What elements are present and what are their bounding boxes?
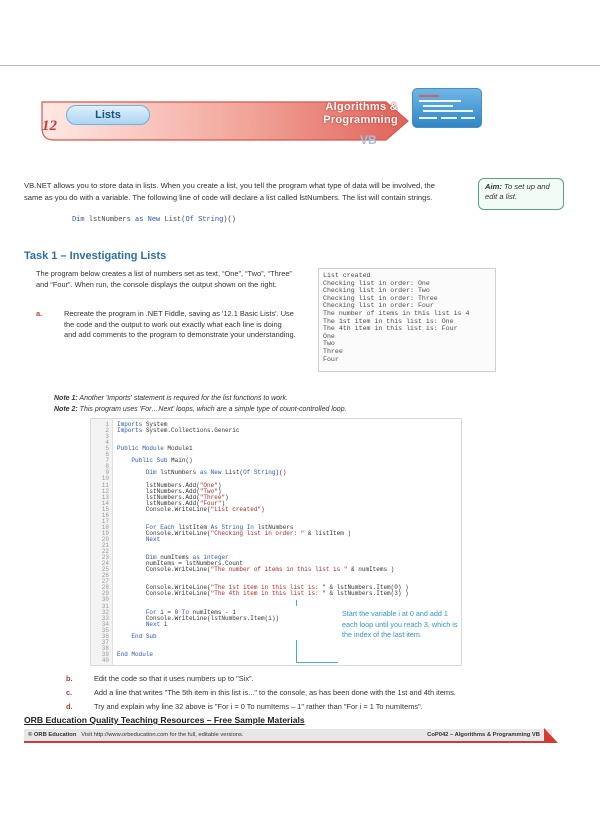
line-number: 2 <box>105 427 109 435</box>
console-line: The 1st item in this list is: One <box>323 317 454 325</box>
line-number: 22 <box>101 548 109 556</box>
line-number: 34 <box>101 620 109 628</box>
line-number: 8 <box>105 463 109 471</box>
line-number: 13 <box>101 493 109 501</box>
line-number: 29 <box>101 590 109 598</box>
console-line: Checking list in order: Three <box>323 294 438 302</box>
line-number: 3 <box>105 433 109 441</box>
console-output <box>318 268 496 372</box>
line-number: 12 <box>101 487 109 495</box>
line-number: 23 <box>101 554 109 562</box>
task-item-a: a. Recreate the program in .NET Fiddle, saving as '12.1 Basic Lists'. Use the code and the output to work out exactly what each line is doing and add comments to the program to demonstrate your understanding. <box>36 309 296 340</box>
task-item-d: d. Try and explain why line 32 above is "For i = 0 To numItems – 1" rather than "For i = 1 To numItems". <box>66 702 423 711</box>
line-number: 16 <box>101 511 109 519</box>
line-number: 37 <box>101 638 109 646</box>
line-number: 1 <box>105 421 109 428</box>
line-number: 15 <box>101 505 109 513</box>
code-line <box>91 658 461 664</box>
line-number: 35 <box>101 626 109 634</box>
note-1: Note 1: Another 'Imports' statement is required for the list functions to work. <box>54 395 288 402</box>
code-text: Console.WriteLine("The 4th item in this list is: " & lstNumbers.Item(3) ) <box>117 590 409 598</box>
code-text: Public Module Module1 <box>117 445 193 453</box>
code-text: Console.WriteLine("The number of items in this list is " & numItems ) <box>117 566 395 574</box>
chapter-tab-lists: Lists <box>66 105 150 125</box>
task-paragraph: The program below creates a list of numbers set as text, “One”, “Two”, “Three” and “Four”. When run, the console displays the output shown on the right. <box>36 269 292 289</box>
line-number: 9 <box>105 469 109 477</box>
line-number: 21 <box>101 542 109 549</box>
loop-callout: Start the variable i at 0 and add 1 each loop until you reach 3, which is the index of the last item. <box>342 609 458 639</box>
code-text: Next i <box>145 620 168 628</box>
code-text: For i = 0 To numItems - 1 <box>145 608 236 616</box>
line-number: 25 <box>101 566 109 574</box>
line-number: 10 <box>101 475 109 483</box>
line-number: 17 <box>101 517 109 525</box>
line-number: 33 <box>101 614 109 622</box>
line-number: 28 <box>101 584 109 592</box>
code-text: Imports System <box>117 421 168 428</box>
course-title: Algorithms & Programming <box>323 101 398 126</box>
aim-label: Aim: <box>485 182 502 191</box>
top-divider <box>0 65 600 66</box>
note-2: Note 2: This program uses 'For…Next' loops, which are a simple type of count-controlled loop. <box>54 405 347 413</box>
task-heading: Task 1 – Investigating Lists <box>24 250 167 262</box>
code-text: Dim numItems as integer <box>145 554 229 562</box>
console-line: The 4th item in this list is: Four <box>323 325 458 333</box>
code-text: Imports System.Collections.Generic <box>117 427 240 435</box>
console-line: Three <box>323 347 343 355</box>
line-number: 32 <box>101 608 109 616</box>
aim-text: To set up and edit a list. <box>485 182 550 201</box>
callout-connector <box>296 640 297 662</box>
console-line: Four <box>323 355 339 363</box>
code-text: End Sub <box>131 632 157 640</box>
callout-connector-h <box>296 662 338 663</box>
console-line: Two <box>323 340 335 348</box>
code-text: Console.WriteLine("List created") <box>117 505 265 513</box>
aim-box <box>478 178 564 210</box>
console-line: Checking list in order: Four <box>323 302 434 310</box>
footer-title: ORB Education Quality Teaching Resources – Free Sample Materials <box>24 715 305 725</box>
line-number: 18 <box>101 523 109 531</box>
callout-bracket <box>296 600 297 606</box>
line-number: 31 <box>101 602 109 610</box>
line-number: 14 <box>101 499 109 507</box>
console-line: One <box>323 332 335 340</box>
code-text: Console.WriteLine("Checking list in order: " & listItem ) <box>117 529 352 537</box>
line-number: 7 <box>105 457 109 465</box>
code-text: lstNumbers.Add("One") <box>117 481 222 489</box>
line-number: 19 <box>101 529 109 537</box>
language-label: VB <box>360 133 377 147</box>
line-number: 20 <box>101 535 109 543</box>
declaration-code: Dim lstNumbers as New List(Of String)() <box>72 216 236 224</box>
intro-paragraph: VB.NET allows you to store data in lists. When you create a list, you tell the program what type of data will be involved, the same as you do with a variable. The following line of code will declare a list called lstNumbers. The list will contain strings. <box>24 181 435 202</box>
code-text: Console.WriteLine(lstNumbers.Item(i)) <box>117 614 280 622</box>
task-item-c: c. Add a line that writes "The 5th item in this list is..." to the console, as has been done with the 1st and 4th items. <box>66 688 456 697</box>
task-item-b: b. Edit the code so that it uses numbers up to "Six". <box>66 674 254 683</box>
line-number: 6 <box>105 451 109 459</box>
console-line: Checking list in order: One <box>323 279 430 287</box>
code-text: For Each listItem As String In lstNumbers <box>145 523 294 531</box>
notes <box>54 394 347 415</box>
code-text: lstNumbers.Add("Four") <box>117 499 226 507</box>
line-number: 38 <box>101 644 109 652</box>
code-text: lstNumbers.Add("Two") <box>117 487 222 495</box>
code-thumbnail-icon <box>412 88 482 128</box>
line-number: 36 <box>101 632 109 640</box>
chapter-number: 12 <box>42 118 57 134</box>
line-number: 30 <box>101 596 109 604</box>
line-number: 39 <box>101 650 109 658</box>
line-number: 5 <box>105 445 109 453</box>
footer-bar: © ORB Education Visit http://www.orbeducation.com for the full, editable versions. CoP042 – Algorithms & Programming VB <box>24 729 552 743</box>
line-number: 24 <box>101 560 109 568</box>
code-text: numItems = lstNumbers.Count <box>117 560 244 568</box>
code-text: lstNumbers.Add("Three") <box>117 493 229 501</box>
code-text: Next <box>145 535 161 543</box>
console-line: List created <box>323 272 371 279</box>
line-number: 4 <box>105 439 109 447</box>
code-text: Public Sub Main() <box>131 457 193 465</box>
line-number: 27 <box>101 578 109 586</box>
line-number: 26 <box>101 572 109 580</box>
console-line: The number of items in this list is 4 <box>323 309 470 317</box>
line-number: 11 <box>101 481 109 489</box>
code-text: End Module <box>117 650 154 658</box>
code-text: Console.WriteLine("The 1st item in this list is: " & lstNumbers.Item(0) ) <box>117 584 409 592</box>
line-number: 40 <box>101 656 109 664</box>
console-line: Checking list in order: Two <box>323 287 430 295</box>
code-text: Dim lstNumbers as New List(Of String)() <box>145 469 287 477</box>
